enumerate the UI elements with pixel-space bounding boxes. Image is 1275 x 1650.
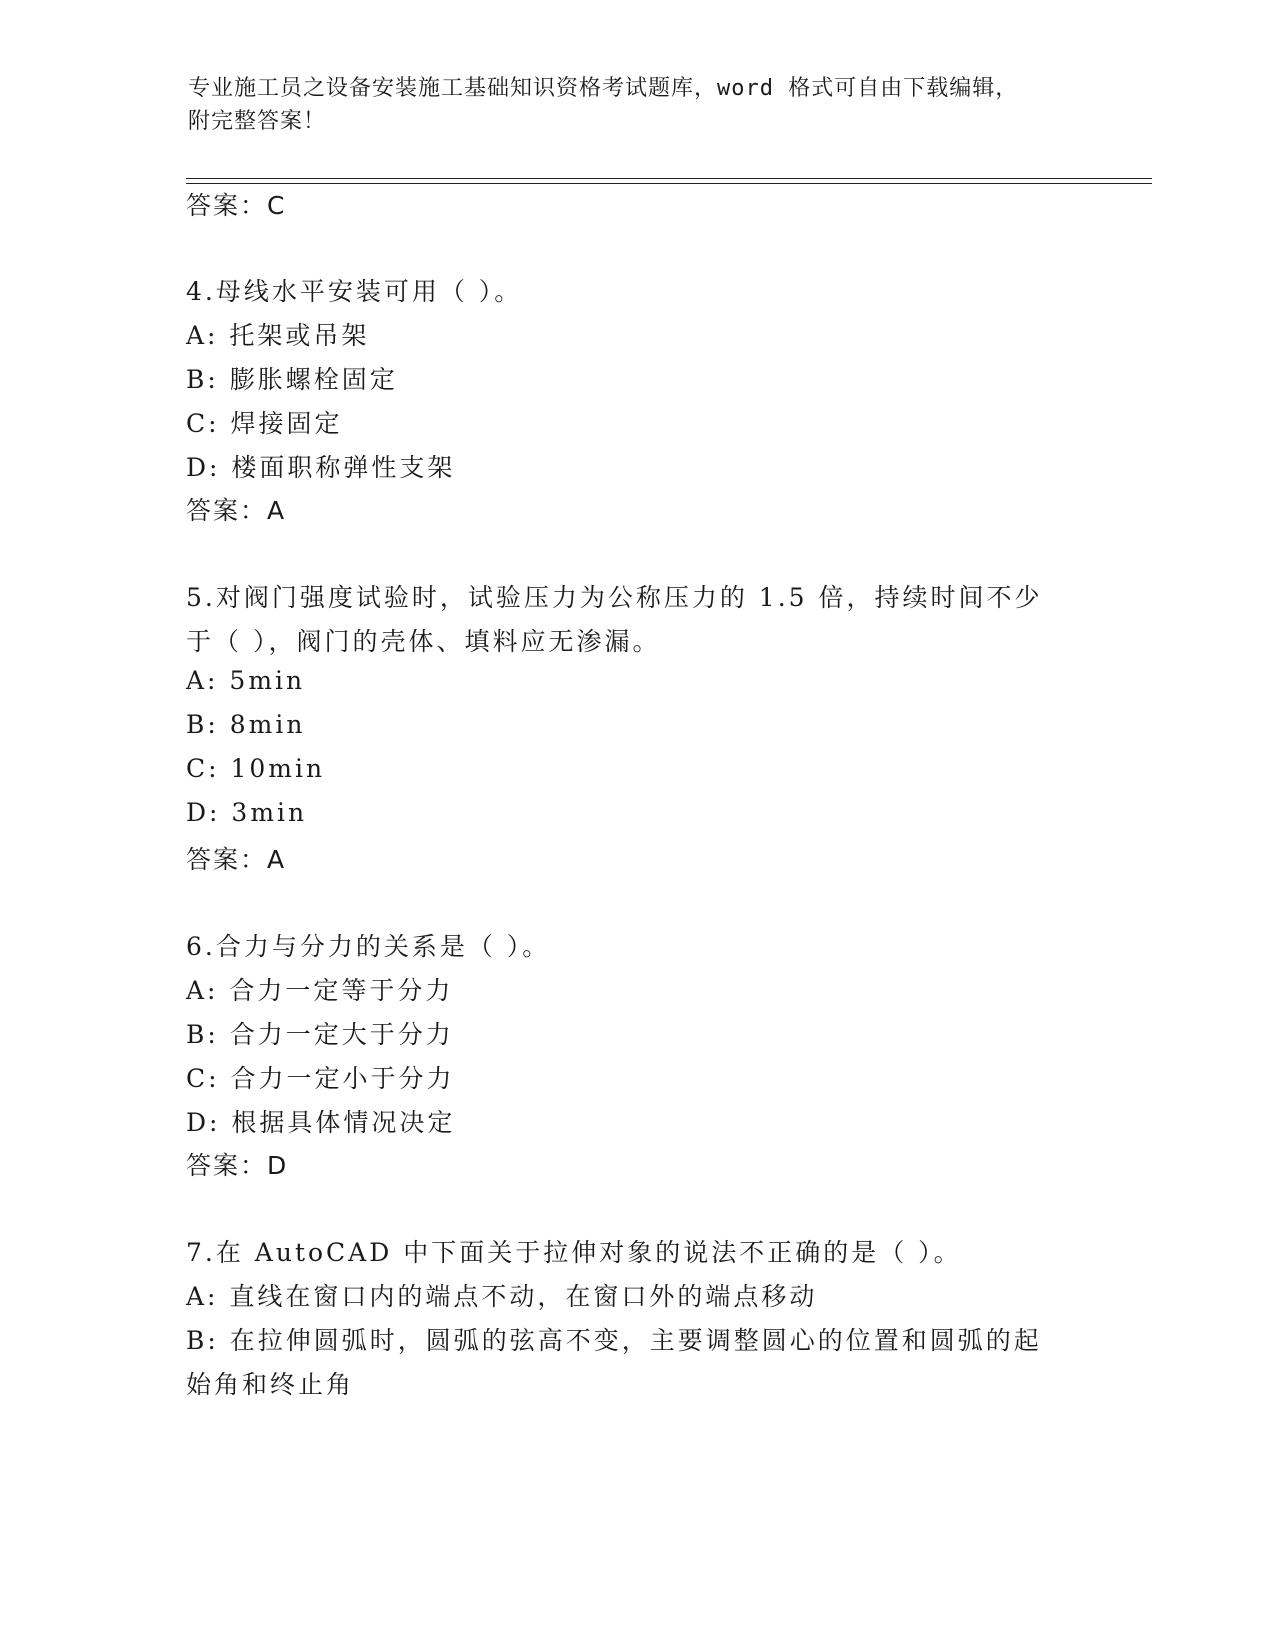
question-text: 7.在 AutoCAD 中下面关于拉伸对象的说法不正确的是（ ）。 [186,1238,962,1267]
option-d: D: 根据具体情况决定 [186,1108,456,1137]
option-b: B: 8min [186,710,306,739]
option-c: C: 合力一定小于分力 [186,1064,455,1093]
question-text: 4.母线水平安装可用（ ）。 [186,277,523,306]
answer-line: 答案：A [186,845,287,874]
header-line-2: 附完整答案！ [188,109,327,134]
option-a: A: 合力一定等于分力 [186,976,454,1005]
header-line-1: 专业施工员之设备安装施工基础知识资格考试题库，word 格式可自由下载编辑， [188,76,1019,101]
option-b: B: 合力一定大于分力 [186,1020,454,1049]
option-d: D: 楼面职称弹性支架 [186,453,456,482]
question-text: 6.合力与分力的关系是（ ）。 [186,932,551,961]
option-a: A: 5min [186,666,306,695]
option-b: B: 在拉伸圆弧时，圆弧的弦高不变，主要调整圆心的位置和圆弧的起 [186,1326,1042,1355]
option-c: C: 10min [186,754,326,783]
header-divider-top [186,178,1152,179]
option-d: D: 3min [186,798,308,827]
question-text: 5.对阀门强度试验时，试验压力为公称压力的 1.5 倍，持续时间不少 [186,583,1043,612]
option-c: C: 焊接固定 [186,409,343,438]
header-divider-bottom [186,183,1152,184]
question-text-continued: 于（ ），阀门的壳体、填料应无渗漏。 [186,627,661,656]
option-a: A: 直线在窗口内的端点不动，在窗口外的端点移动 [186,1282,818,1311]
answer-line: 答案：D [186,1151,289,1180]
answer-line: 答案：C [186,191,287,220]
option-a: A: 托架或吊架 [186,321,370,350]
answer-line: 答案：A [186,496,287,525]
option-b-continued: 始角和终止角 [186,1370,355,1399]
option-b: B: 膨胀螺栓固定 [186,365,398,394]
document-header [188,72,1068,138]
